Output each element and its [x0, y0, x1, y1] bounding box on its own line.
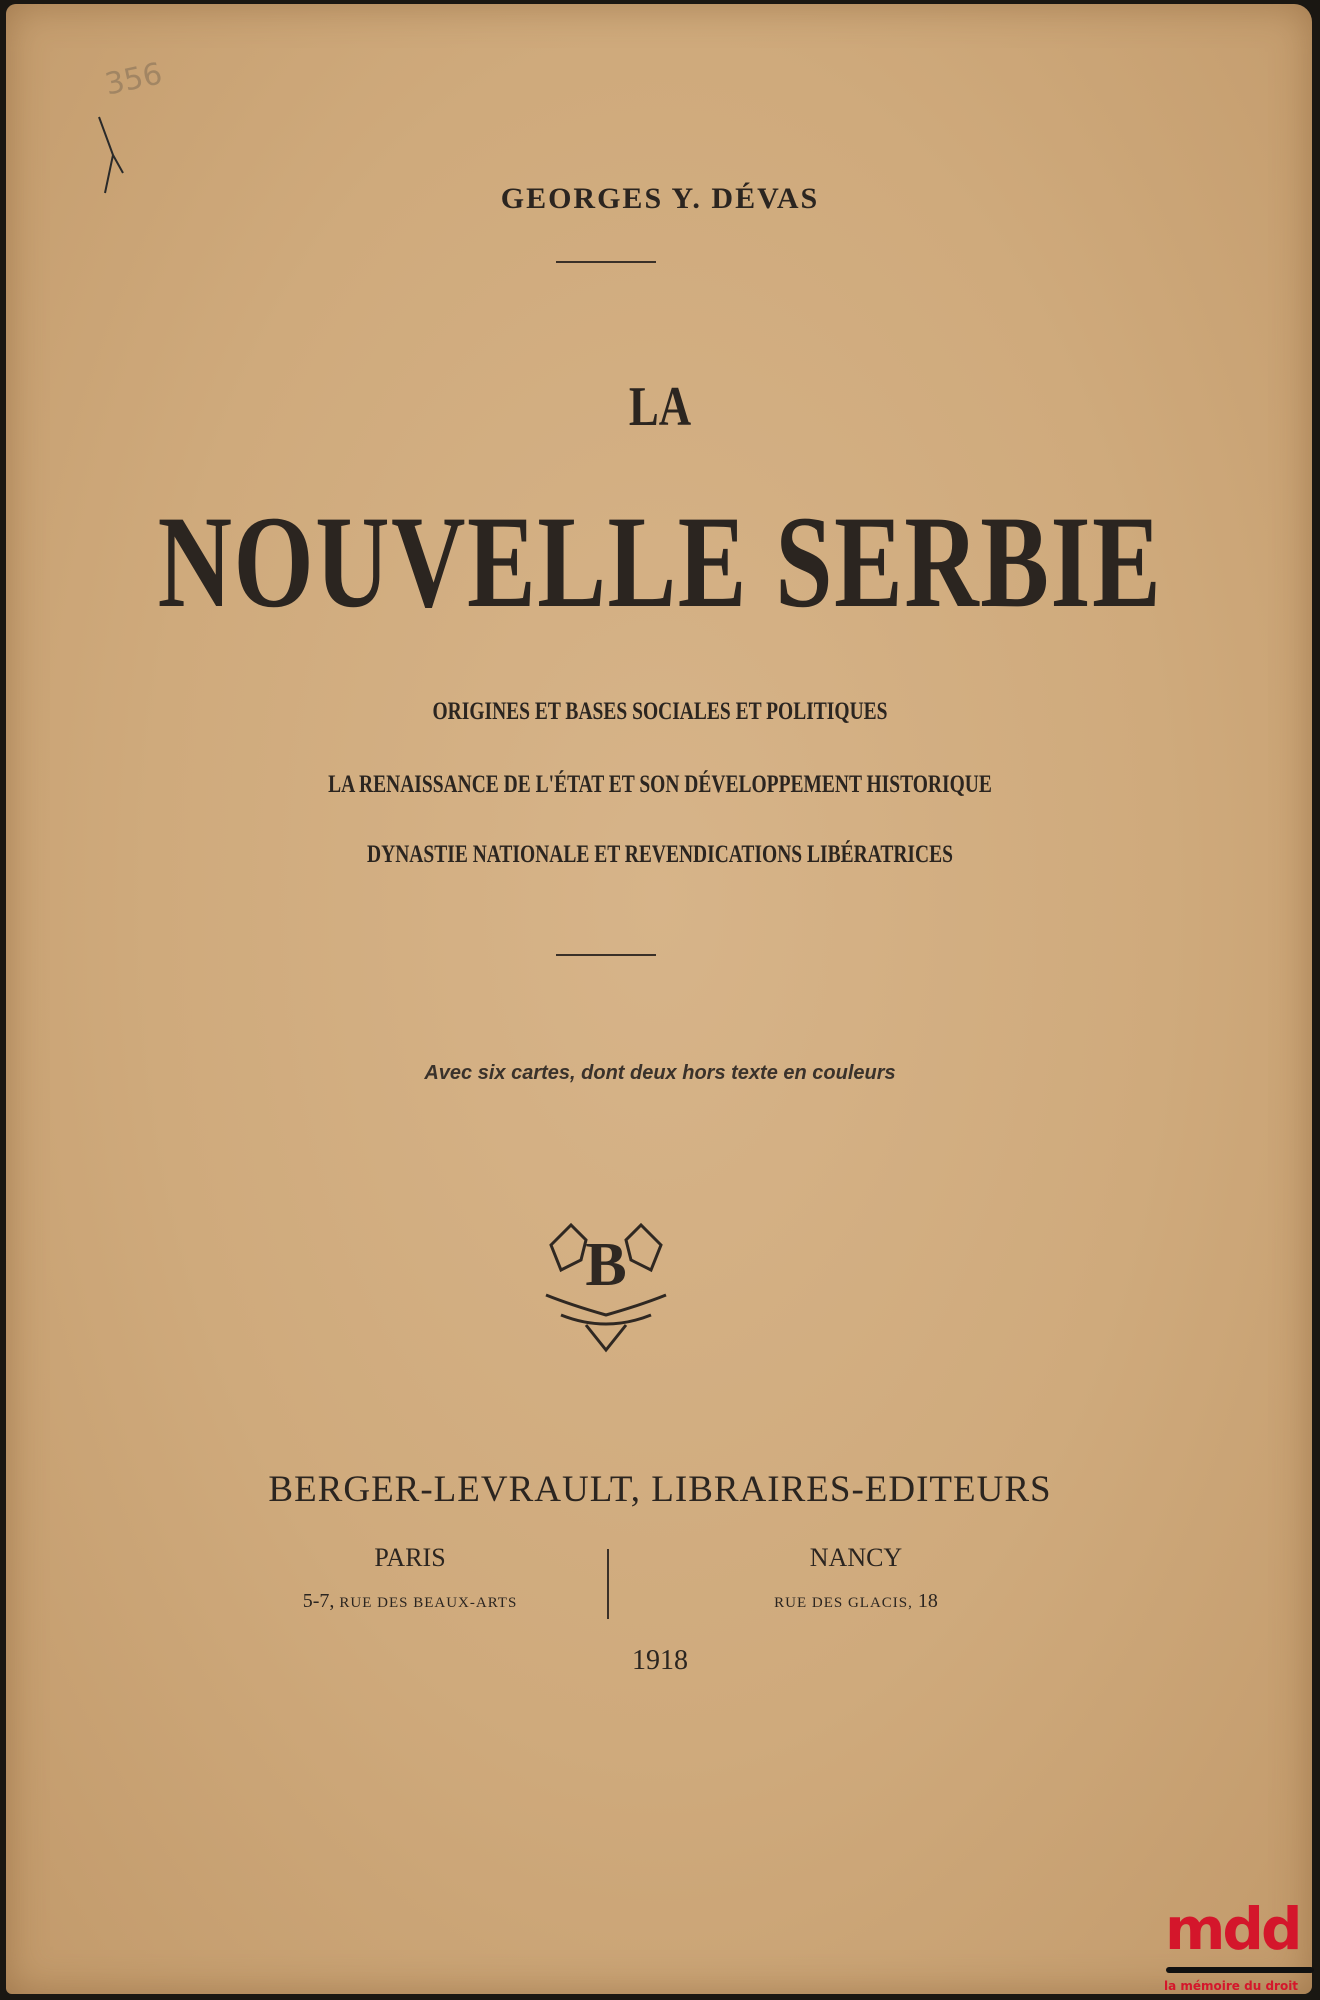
divider-rule [556, 954, 656, 956]
book-title: NOUVELLE SERBIE [157, 488, 1163, 635]
divider-rule [556, 261, 656, 263]
handwritten-note: 356 [101, 56, 166, 103]
publisher-logo-icon [531, 1205, 681, 1355]
mdd-bar [1166, 1967, 1314, 1973]
book-cover [6, 4, 1312, 1994]
mdd-watermark [1160, 1895, 1320, 2000]
svg-text:B: B [585, 1231, 627, 1299]
mdd-logo: mdd [1165, 1895, 1300, 1963]
paris-city: PARIS [374, 1543, 446, 1572]
title-article: LA [628, 376, 692, 438]
nancy-address: RUE DES GLACIS, 18 [774, 1590, 938, 1612]
maps-note: Avec six cartes, dont deux hors texte en couleurs [424, 1062, 896, 1084]
subtitle-line: ORIGINES ET BASES SOCIALES ET POLITIQUES [432, 698, 888, 725]
subtitle-line: LA RENAISSANCE DE L'ÉTAT ET SON DÉVELOPPEMENT HISTORIQUE [328, 771, 992, 798]
address-divider [607, 1549, 609, 1619]
paris-address: 5-7, RUE DES BEAUX-ARTS [302, 1590, 518, 1612]
publication-year: 1918 [632, 1645, 688, 1676]
mdd-tagline: la mémoire du droit [1164, 1979, 1299, 1993]
nancy-city: NANCY [809, 1543, 903, 1572]
publisher-name: BERGER-LEVRAULT, LIBRAIRES-EDITEURS [268, 1469, 1052, 1510]
author-name: GEORGES Y. DÉVAS [500, 182, 820, 215]
subtitle-line: DYNASTIE NATIONALE ET REVENDICATIONS LIBÉRATRICES [367, 841, 953, 868]
